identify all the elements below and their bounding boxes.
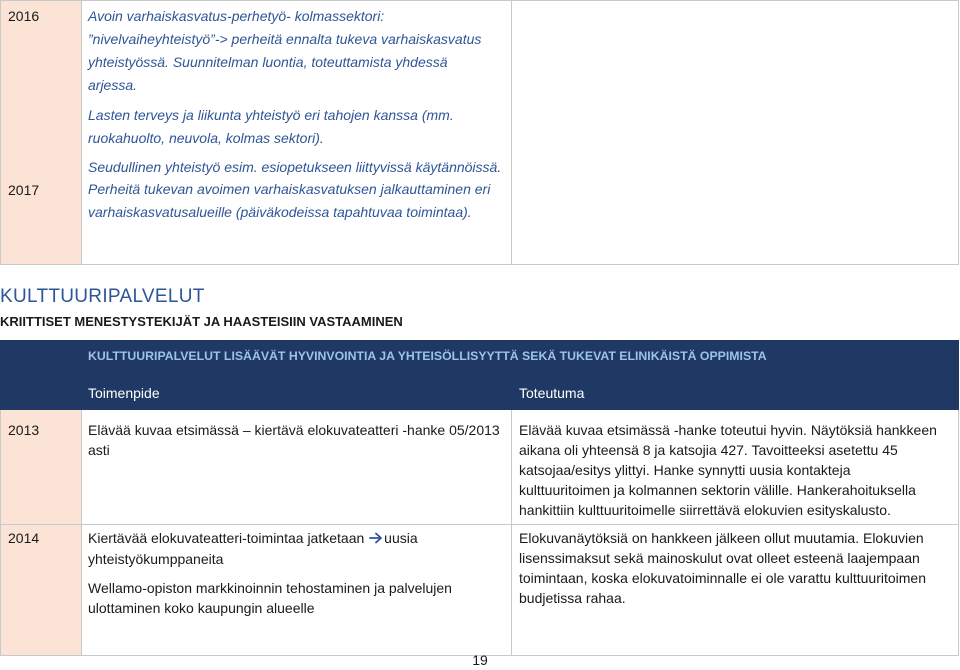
year-column-bg bbox=[0, 0, 81, 265]
year-2016: 2016 bbox=[8, 8, 40, 24]
section-subtitle: KRIITTISET MENESTYSTEKIJÄT JA HAASTEISIIN VASTAAMINEN bbox=[0, 314, 403, 329]
header-action: Toimenpide bbox=[88, 385, 160, 401]
header-result: Toteutuma bbox=[519, 385, 585, 401]
right-arrow-icon bbox=[369, 529, 383, 549]
row-2016-text: Avoin varhaiskasvatus-perhetyö- kolmassektori: ”nivelvaiheyhteistyö”-> perheitä ennalta tukeva varhaiskasvatus yhteistyössä. Suunnitelman luontia, toteuttamista yhdessä arjessa. Lasten terveys ja liikunta yhteistyö eri tahojen kanssa (mm. ruokahuolto, neuvola, kolmas sektori). Seudullinen yhteistyö esim. esiopetukseen liittyvissä käytännöissä. bbox=[88, 8, 502, 175]
year-2014: 2014 bbox=[8, 530, 40, 546]
page-number: 19 bbox=[472, 652, 488, 668]
row-2017-text: Perheitä tukevan avoimen varhaiskasvatuksen jalkauttaminen eri varhaiskasvatusalueille (päiväkodeissa tapahtuvaa toimintaa). bbox=[88, 181, 491, 220]
header-row bbox=[0, 376, 959, 410]
year-2017: 2017 bbox=[8, 182, 40, 198]
row-2014-result: Elokuvanäytöksiä on hankkeen jälkeen ollut muutamia. Elokuvien lisenssimaksut sekä mainoskulut ovat olleet esteenä laajempaan toimintaan, koska elokuvatoiminnalle ei ole varattu kulttuuritoimen budjetissa rahaa. bbox=[519, 530, 926, 606]
banner bbox=[0, 340, 959, 376]
year-2013: 2013 bbox=[8, 422, 40, 438]
row-2013-result: Elävää kuvaa etsimässä -hanke toteutui hyvin. Näytöksiä hankkeen aikana oli yhteensä 8 ja katsojia 427. Tavoitteeksi asetettu 45 katsojaa/esitys ylittyi. Hanke synnytti uusia kontakteja kulttuuritoimen ja kolmannen sektorin välille. Hankerahoituksella hankittiin kulttuuritoimelle siirrettävä elokuvien esityskalusto. bbox=[519, 422, 937, 518]
banner-text: KULTTUURIPALVELUT LISÄÄVÄT HYVINVOINTIA JA YHTEISÖLLISYYTTÄ SEKÄ TUKEVAT ELINIKÄISTÄ OPPIMISTA bbox=[88, 349, 767, 363]
section-title: KULTTUURIPALVELUT bbox=[0, 286, 205, 307]
row-2014-action: Kiertävää elokuvateatteri-toimintaa jatketaan uusia yhteistyökumppaneita Wellamo-opiston markkinoinnin tehostaminen ja palvelujen ulottaminen koko kaupungin alueelle bbox=[88, 530, 452, 617]
row-2013-action: Elävää kuvaa etsimässä – kiertävä elokuvateatteri -hanke 05/2013 asti bbox=[88, 422, 500, 458]
